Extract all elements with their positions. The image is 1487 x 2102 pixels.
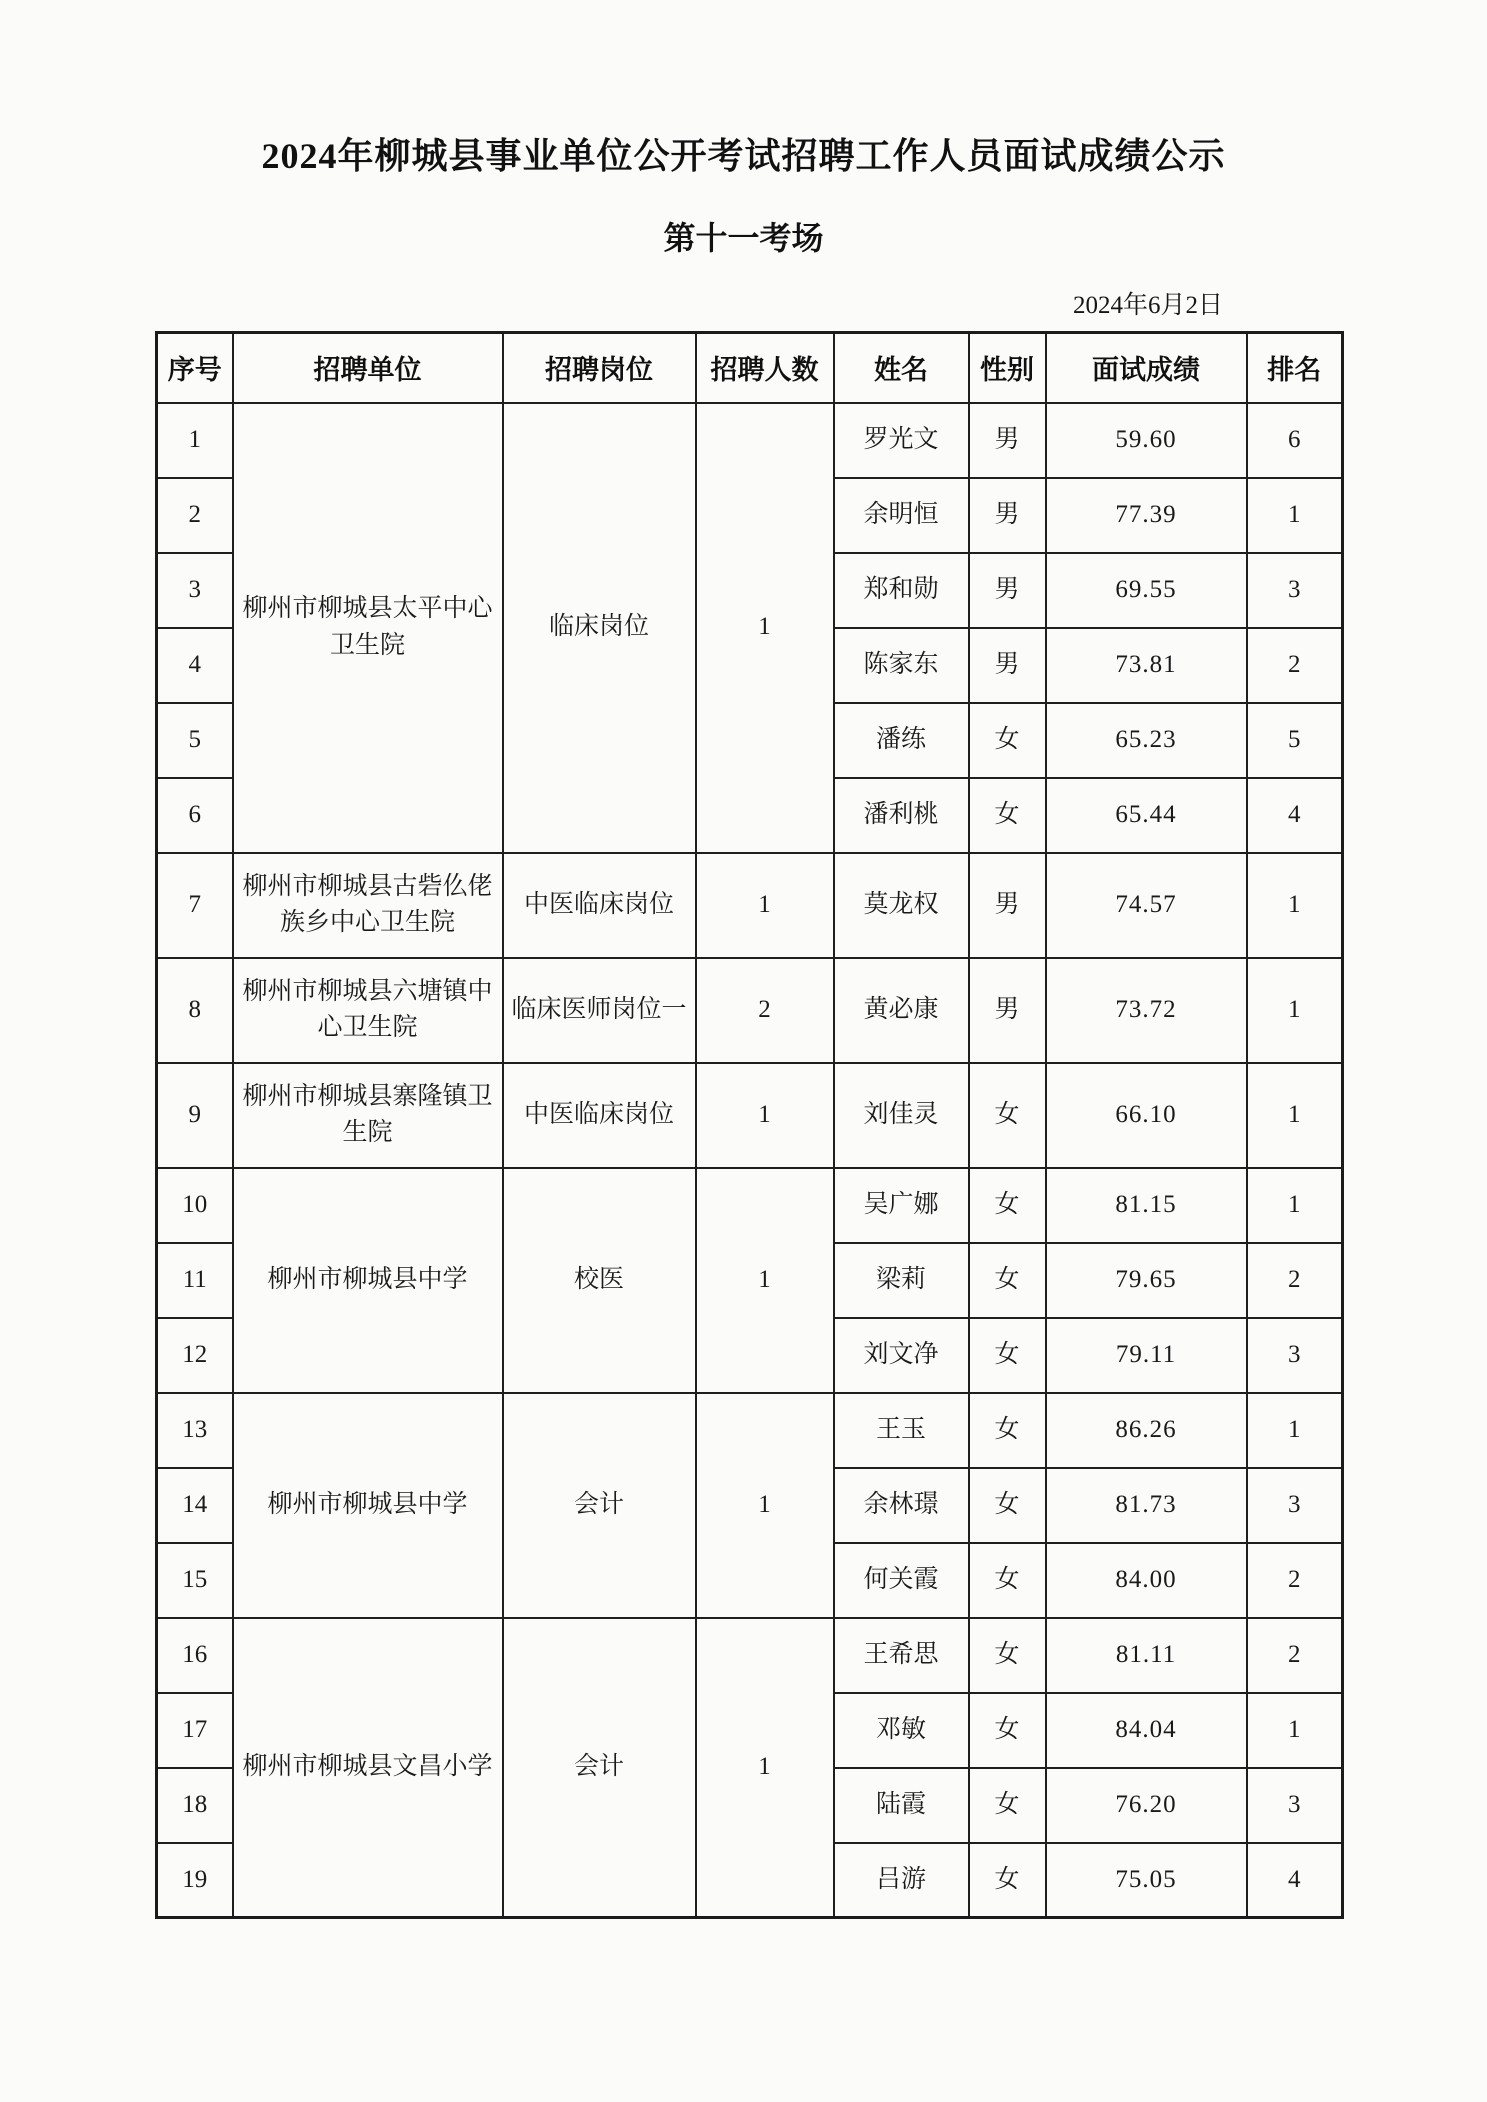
score-cell: 59.60 bbox=[1046, 403, 1247, 478]
table-row bbox=[157, 1618, 1343, 1693]
name-cell: 王希思 bbox=[834, 1618, 969, 1693]
rank-cell: 1 bbox=[1247, 1168, 1343, 1243]
name-cell: 王玉 bbox=[834, 1393, 969, 1468]
score-cell: 79.65 bbox=[1046, 1243, 1247, 1318]
gender-cell: 男 bbox=[969, 478, 1046, 553]
rank-cell: 1 bbox=[1247, 958, 1343, 1063]
index-cell: 4 bbox=[157, 628, 233, 703]
name-cell: 潘利桃 bbox=[834, 778, 969, 853]
rank-cell: 3 bbox=[1247, 1468, 1343, 1543]
score-cell: 81.73 bbox=[1046, 1468, 1247, 1543]
count-cell: 1 bbox=[696, 403, 834, 853]
index-cell: 2 bbox=[157, 478, 233, 553]
results-table bbox=[155, 331, 1344, 1919]
header-gender: 性别 bbox=[969, 333, 1046, 403]
unit-cell: 柳州市柳城县中学 bbox=[233, 1393, 503, 1618]
header-count: 招聘人数 bbox=[696, 333, 834, 403]
page-subtitle: 第十一考场 bbox=[663, 220, 824, 256]
position-cell: 会计 bbox=[503, 1618, 696, 1918]
gender-cell: 女 bbox=[969, 1693, 1046, 1768]
index-cell: 8 bbox=[157, 958, 233, 1063]
header-name: 姓名 bbox=[834, 333, 969, 403]
score-cell: 65.23 bbox=[1046, 703, 1247, 778]
position-cell: 中医临床岗位 bbox=[503, 853, 696, 958]
rank-cell: 1 bbox=[1247, 478, 1343, 553]
name-cell: 郑和勋 bbox=[834, 553, 969, 628]
index-cell: 18 bbox=[157, 1768, 233, 1843]
gender-cell: 女 bbox=[969, 1543, 1046, 1618]
score-cell: 81.15 bbox=[1046, 1168, 1247, 1243]
rank-cell: 4 bbox=[1247, 778, 1343, 853]
rank-cell: 2 bbox=[1247, 1243, 1343, 1318]
gender-cell: 女 bbox=[969, 1843, 1046, 1918]
name-cell: 余林璟 bbox=[834, 1468, 969, 1543]
name-cell: 潘练 bbox=[834, 703, 969, 778]
name-cell: 刘佳灵 bbox=[834, 1063, 969, 1168]
score-cell: 84.00 bbox=[1046, 1543, 1247, 1618]
position-cell: 校医 bbox=[503, 1168, 696, 1393]
table-row bbox=[157, 1168, 1343, 1243]
gender-cell: 女 bbox=[969, 703, 1046, 778]
gender-cell: 女 bbox=[969, 1618, 1046, 1693]
gender-cell: 女 bbox=[969, 1063, 1046, 1168]
name-cell: 梁莉 bbox=[834, 1243, 969, 1318]
name-cell: 陈家东 bbox=[834, 628, 969, 703]
index-cell: 19 bbox=[157, 1843, 233, 1918]
unit-cell: 柳州市柳城县古砦仫佬族乡中心卫生院 bbox=[233, 853, 503, 958]
unit-cell: 柳州市柳城县六塘镇中心卫生院 bbox=[233, 958, 503, 1063]
score-cell: 81.11 bbox=[1046, 1618, 1247, 1693]
position-cell: 临床医师岗位一 bbox=[503, 958, 696, 1063]
gender-cell: 男 bbox=[969, 628, 1046, 703]
index-cell: 12 bbox=[157, 1318, 233, 1393]
unit-cell: 柳州市柳城县文昌小学 bbox=[233, 1618, 503, 1918]
rank-cell: 1 bbox=[1247, 853, 1343, 958]
rank-cell: 1 bbox=[1247, 1063, 1343, 1168]
position-cell: 会计 bbox=[503, 1393, 696, 1618]
score-cell: 76.20 bbox=[1046, 1768, 1247, 1843]
gender-cell: 女 bbox=[969, 1393, 1046, 1468]
name-cell: 罗光文 bbox=[834, 403, 969, 478]
rank-cell: 1 bbox=[1247, 1693, 1343, 1768]
position-cell: 中医临床岗位 bbox=[503, 1063, 696, 1168]
header-rank: 排名 bbox=[1247, 333, 1343, 403]
table-row bbox=[157, 1063, 1343, 1168]
gender-cell: 女 bbox=[969, 1168, 1046, 1243]
table-row bbox=[157, 403, 1343, 478]
index-cell: 3 bbox=[157, 553, 233, 628]
index-cell: 9 bbox=[157, 1063, 233, 1168]
score-cell: 69.55 bbox=[1046, 553, 1247, 628]
unit-cell: 柳州市柳城县中学 bbox=[233, 1168, 503, 1393]
rank-cell: 2 bbox=[1247, 628, 1343, 703]
name-cell: 吕游 bbox=[834, 1843, 969, 1918]
count-cell: 1 bbox=[696, 1168, 834, 1393]
score-cell: 73.72 bbox=[1046, 958, 1247, 1063]
index-cell: 16 bbox=[157, 1618, 233, 1693]
rank-cell: 3 bbox=[1247, 553, 1343, 628]
gender-cell: 女 bbox=[969, 778, 1046, 853]
score-cell: 86.26 bbox=[1046, 1393, 1247, 1468]
unit-cell: 柳州市柳城县太平中心卫生院 bbox=[233, 403, 503, 853]
gender-cell: 男 bbox=[969, 853, 1046, 958]
page-title: 2024年柳城县事业单位公开考试招聘工作人员面试成绩公示 bbox=[261, 136, 1226, 176]
unit-cell: 柳州市柳城县寨隆镇卫生院 bbox=[233, 1063, 503, 1168]
score-cell: 75.05 bbox=[1046, 1843, 1247, 1918]
table-row bbox=[157, 1393, 1343, 1468]
index-cell: 13 bbox=[157, 1393, 233, 1468]
header-position: 招聘岗位 bbox=[503, 333, 696, 403]
score-cell: 79.11 bbox=[1046, 1318, 1247, 1393]
gender-cell: 女 bbox=[969, 1318, 1046, 1393]
index-cell: 5 bbox=[157, 703, 233, 778]
header-index: 序号 bbox=[157, 333, 233, 403]
rank-cell: 1 bbox=[1247, 1393, 1343, 1468]
score-cell: 66.10 bbox=[1046, 1063, 1247, 1168]
count-cell: 1 bbox=[696, 1063, 834, 1168]
score-cell: 77.39 bbox=[1046, 478, 1247, 553]
index-cell: 7 bbox=[157, 853, 233, 958]
table-row bbox=[157, 958, 1343, 1063]
count-cell: 1 bbox=[696, 1393, 834, 1618]
score-cell: 73.81 bbox=[1046, 628, 1247, 703]
rank-cell: 2 bbox=[1247, 1543, 1343, 1618]
rank-cell: 6 bbox=[1247, 403, 1343, 478]
gender-cell: 男 bbox=[969, 553, 1046, 628]
position-cell: 临床岗位 bbox=[503, 403, 696, 853]
name-cell: 黄必康 bbox=[834, 958, 969, 1063]
table-row bbox=[157, 853, 1343, 958]
count-cell: 1 bbox=[696, 1618, 834, 1918]
name-cell: 莫龙权 bbox=[834, 853, 969, 958]
header-unit: 招聘单位 bbox=[233, 333, 503, 403]
index-cell: 17 bbox=[157, 1693, 233, 1768]
count-cell: 2 bbox=[696, 958, 834, 1063]
score-cell: 74.57 bbox=[1046, 853, 1247, 958]
gender-cell: 女 bbox=[969, 1468, 1046, 1543]
rank-cell: 3 bbox=[1247, 1768, 1343, 1843]
rank-cell: 5 bbox=[1247, 703, 1343, 778]
date-label: 2024年6月2日 bbox=[1072, 292, 1223, 319]
index-cell: 15 bbox=[157, 1543, 233, 1618]
table-header-row bbox=[157, 333, 1343, 403]
count-cell: 1 bbox=[696, 853, 834, 958]
index-cell: 1 bbox=[157, 403, 233, 478]
score-cell: 65.44 bbox=[1046, 778, 1247, 853]
index-cell: 11 bbox=[157, 1243, 233, 1318]
name-cell: 邓敏 bbox=[834, 1693, 969, 1768]
index-cell: 6 bbox=[157, 778, 233, 853]
gender-cell: 女 bbox=[969, 1243, 1046, 1318]
rank-cell: 4 bbox=[1247, 1843, 1343, 1918]
name-cell: 何关霞 bbox=[834, 1543, 969, 1618]
gender-cell: 女 bbox=[969, 1768, 1046, 1843]
index-cell: 10 bbox=[157, 1168, 233, 1243]
rank-cell: 3 bbox=[1247, 1318, 1343, 1393]
name-cell: 陆霞 bbox=[834, 1768, 969, 1843]
name-cell: 刘文净 bbox=[834, 1318, 969, 1393]
score-cell: 84.04 bbox=[1046, 1693, 1247, 1768]
gender-cell: 男 bbox=[969, 403, 1046, 478]
name-cell: 吴广娜 bbox=[834, 1168, 969, 1243]
rank-cell: 2 bbox=[1247, 1618, 1343, 1693]
gender-cell: 男 bbox=[969, 958, 1046, 1063]
header-score: 面试成绩 bbox=[1046, 333, 1247, 403]
name-cell: 余明恒 bbox=[834, 478, 969, 553]
index-cell: 14 bbox=[157, 1468, 233, 1543]
